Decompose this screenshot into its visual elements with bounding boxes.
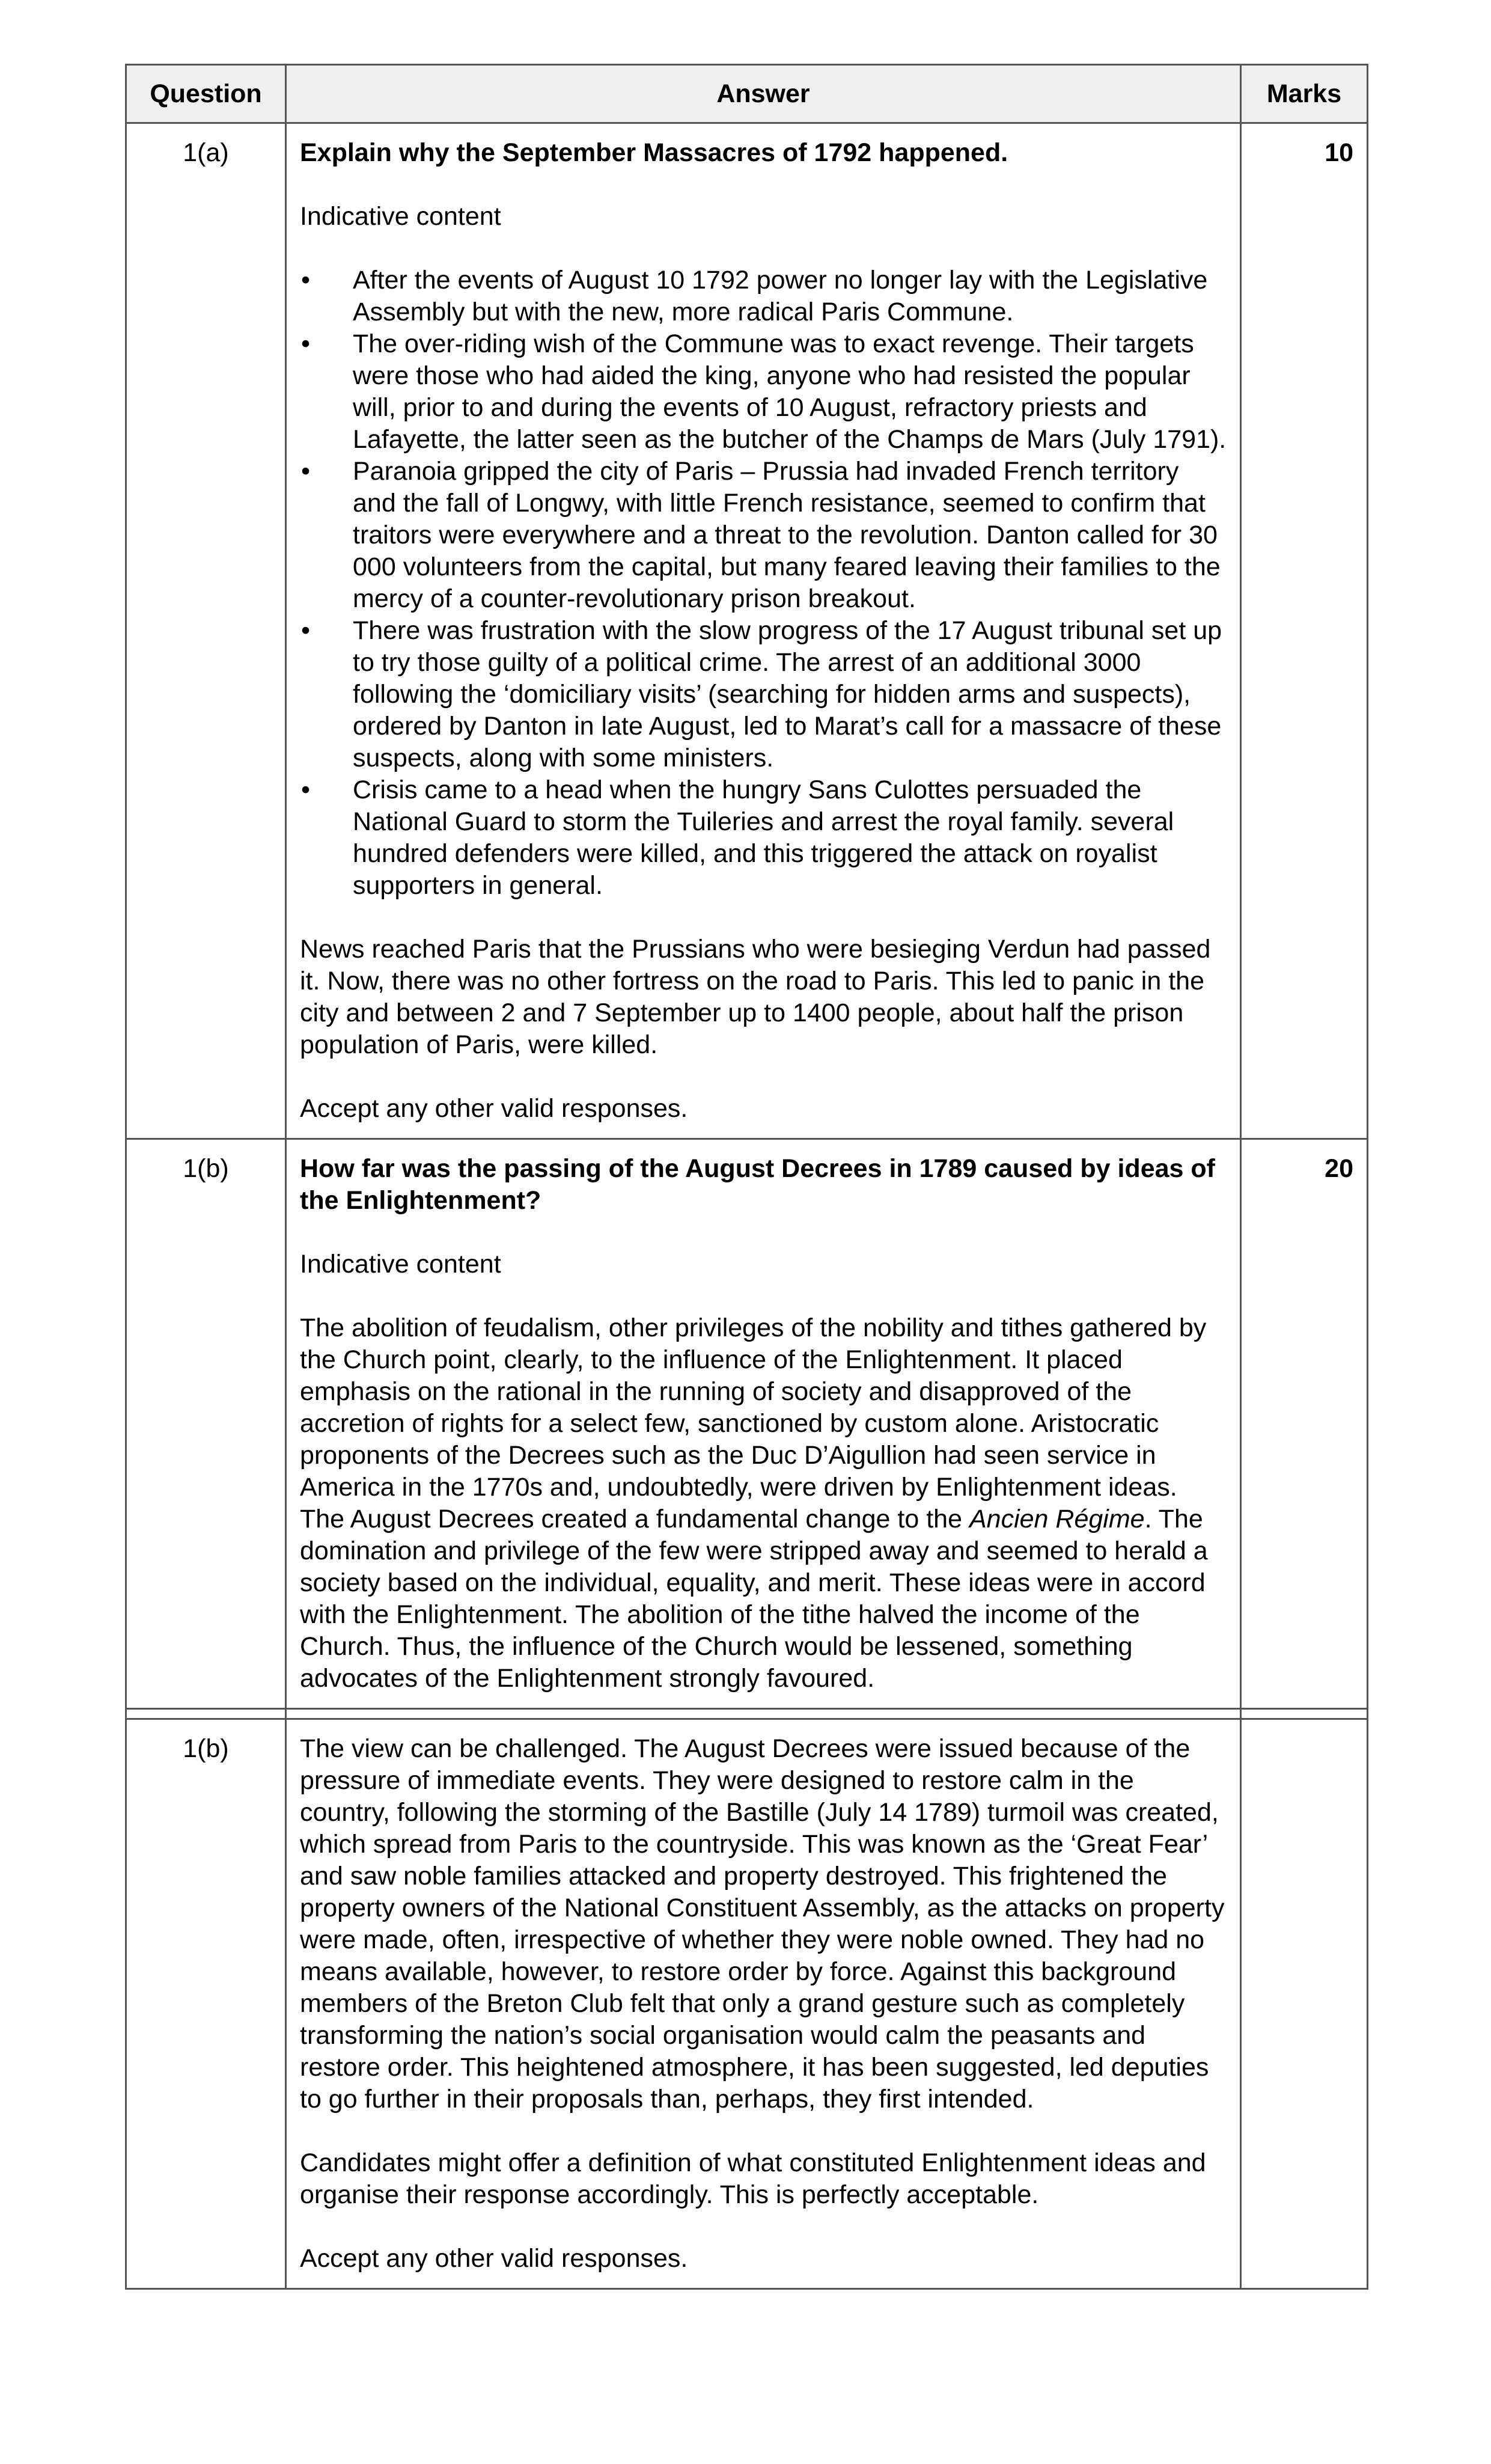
answer-paragraph: Candidates might offer a definition of what constituted Enlightenment ideas and organise their response accordingly. This is perfectly acceptable. [300,2148,1206,2209]
continuation-divider [126,1709,1368,1719]
question-number: 1(a) [126,123,286,1139]
table-row [126,123,1368,1139]
answer-paragraph: The abolition of feudalism, other privileges of the nobility and tithes gathered by the Church point, clearly, to the influence of the Enlightenment. It placed emphasis on the rational in the running of society and disapproved of the accretion of rights for a select few, sanctioned by custom alone. Aristocratic proponents of the Decrees such as the Duc D’Aigullion had seen service in America in the 1770s and, undoubtedly, were driven by Enlightenment ideas. The August Decrees created a fundamental change to the Ancien Régime. The domination and privilege of the few were stripped away and seemed to herald a society based on the individual, equality, and merit. These ideas were in accord with the Enlightenment. The abolition of the tithe halved the income of the Church. Thus, the influence of the Church would be lessened, something advocates of the Enlightenment strongly favoured. [300,1313,1208,1693]
question-number: 1(b) [126,1139,286,1709]
table-row [126,1719,1368,2289]
table-header-row [126,65,1368,123]
bullet-list [300,264,1227,902]
list-item: • After the events of August 10 1792 power no longer lay with the Legislative Assembly but with the new, more radical Paris Commune. [301,266,1208,326]
bullet-icon: • [301,266,311,295]
answer-cell [286,1139,1241,1709]
header-question: Question [126,65,286,123]
accept-note: Accept any other valid responses. [300,1094,688,1123]
list-item: • There was frustration with the slow progress of the 17 August tribunal set up to try those guilty of a political crime. The arrest of an additional 3000 following the ‘domiciliary visits’ (searching for hidden arms and suspects), ordered by Danton in late August, led to Marat’s call for a massacre of these suspects, along with some ministers. [301,616,1222,772]
bullet-icon: • [301,775,311,804]
italic-term: Ancien Régime [969,1505,1145,1533]
question-title: How far was the passing of the August Decrees in 1789 caused by ideas of the Enlightenment? [300,1154,1215,1215]
question-number: 1(b) [126,1719,286,2289]
mark-scheme-table [125,64,1368,2290]
indicative-label: Indicative content [300,202,501,231]
list-item: • The over-riding wish of the Commune was to exact revenge. Their targets were those who had aided the king, anyone who had resisted the popular will, prior to and during the events of 10 August, refractory priests and Lafayette, the latter seen as the butcher of the Champs de Mars (July 1791). [301,329,1227,454]
marks-value [1241,1719,1368,2289]
marks-value: 10 [1241,123,1368,1139]
answer-paragraph: News reached Paris that the Prussians who were besieging Verdun had passed it. Now, there was no other fortress on the road to Paris. This led to panic in the city and between 2 and 7 September up to 1400 people, about half the prison population of Paris, were killed. [300,935,1211,1059]
header-answer: Answer [286,65,1241,123]
bullet-icon: • [301,457,311,486]
list-item: • Crisis came to a head when the hungry Sans Culottes persuaded the National Guard to storm the Tuileries and arrest the royal family. several hundred defenders were killed, and this triggered the attack on royalist supporters in general. [301,775,1174,900]
table-row [126,1139,1368,1709]
answer-cell [286,123,1241,1139]
bullet-icon: • [301,329,311,358]
marks-value: 20 [1241,1139,1368,1709]
accept-note: Accept any other valid responses. [300,2244,688,2273]
answer-paragraph: The view can be challenged. The August Decrees were issued because of the pressure of immediate events. They were designed to restore calm in the country, following the storming of the Bastille (July 14 1789) turmoil was created, which spread from Paris to the countryside. This was known as the ‘Great Fear’ and saw noble families attacked and property destroyed. This frightened the property owners of the National Constituent Assembly, as the attacks on property were made, often, irrespective of whether they were noble owned. They had no means available, however, to restore order by force. Against this background members of the Breton Club felt that only a grand gesture such as completely transforming the nation’s social organisation would calm the peasants and restore order. This heightened atmosphere, it has been suggested, led deputies to go further in their proposals than, perhaps, they first intended. [300,1734,1225,2114]
question-title: Explain why the September Massacres of 1792 happened. [300,138,1008,167]
header-marks: Marks [1241,65,1368,123]
answer-cell [286,1719,1241,2289]
bullet-icon: • [301,616,311,645]
list-item: • Paranoia gripped the city of Paris – Prussia had invaded French territory and the fall of Longwy, with little French resistance, seemed to confirm that traitors were everywhere and a threat to the revolution. Danton called for 30 000 volunteers from the capital, but many feared leaving their families to the mercy of a counter-revolutionary prison breakout. [301,457,1221,613]
indicative-label: Indicative content [300,1250,501,1279]
